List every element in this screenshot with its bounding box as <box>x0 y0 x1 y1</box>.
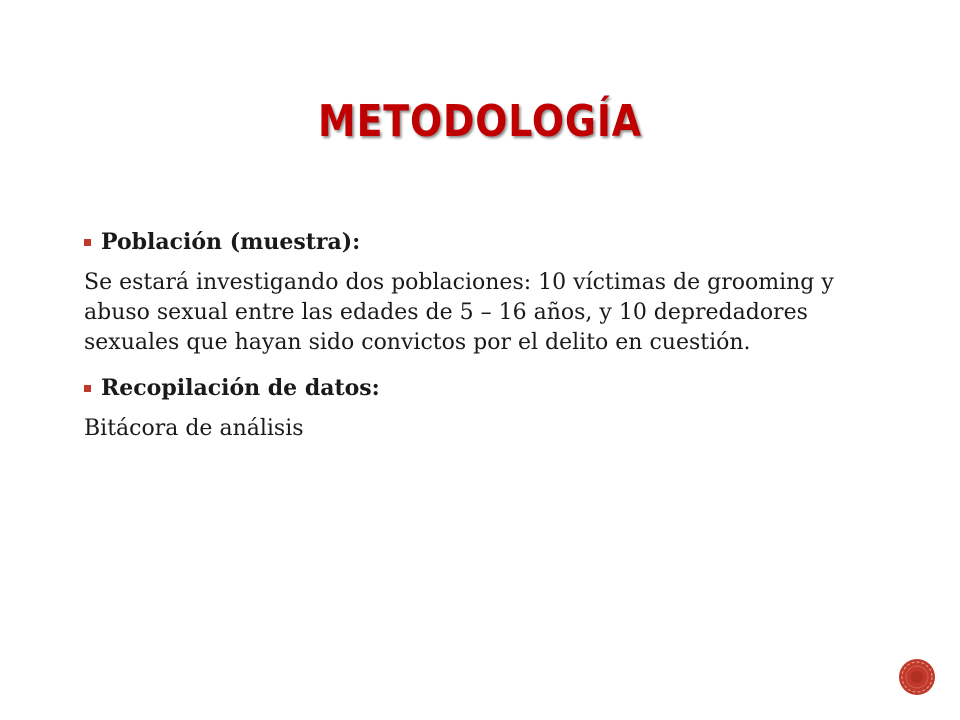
section-heading-label: Recopilación de datos: <box>101 375 380 401</box>
section-body-recopilacion: Bitácora de análisis <box>84 416 304 441</box>
section-heading-label: Población (muestra): <box>101 229 361 255</box>
slide-content <box>84 226 874 458</box>
square-bullet-icon <box>84 239 91 246</box>
section-body-poblacion: Se estará investigando dos poblaciones: 10 víctimas de grooming y abuso sexual entre las edades de 5 – 16 años, y 10 depredadores sexuales que hayan sido convictos por el delito en cuestión. <box>84 270 834 355</box>
slide-title: METODOLOGÍA <box>318 96 642 147</box>
square-bullet-icon <box>84 385 91 392</box>
section-heading-poblacion <box>84 226 874 258</box>
section-heading-recopilacion <box>84 372 874 404</box>
circle-ornament-icon <box>898 658 936 696</box>
